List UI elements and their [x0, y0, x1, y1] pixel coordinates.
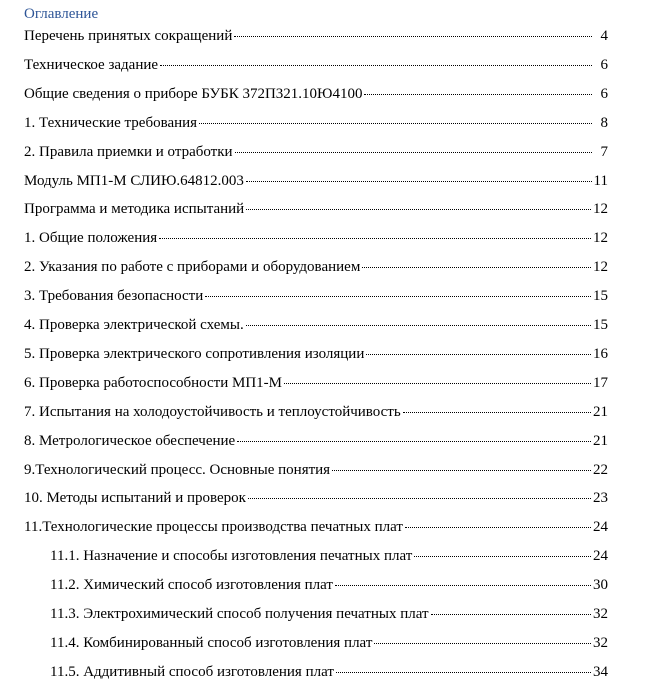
toc-dot-leader: [205, 295, 591, 297]
toc-entry-page: 15: [593, 317, 608, 333]
toc-entry-page: 15: [593, 288, 608, 305]
toc-dot-leader: [246, 180, 592, 182]
toc-entry[interactable]: [24, 459, 608, 481]
toc-subentry[interactable]: [50, 574, 608, 596]
toc-dot-leader: [199, 122, 592, 124]
toc-entry-title: 2. Указания по работе с приборами и оборудованием: [24, 259, 361, 276]
toc-dot-leader: [362, 266, 591, 268]
toc-entry[interactable]: [24, 285, 608, 307]
toc-dot-leader: [234, 35, 592, 37]
toc-dot-leader: [374, 642, 591, 644]
toc-dot-leader: [248, 497, 591, 499]
toc-entry-page: 7: [600, 143, 608, 160]
toc-entry-title: 1. Общие положения: [24, 230, 158, 247]
toc-dot-leader: [364, 93, 592, 95]
toc-entry[interactable]: [24, 401, 608, 423]
toc-dot-leader: [246, 324, 591, 326]
toc-entry-title: 1. Технические требования: [24, 114, 198, 131]
toc-entry-title: Модуль МП1-М СЛИЮ.64812.003: [24, 172, 244, 189]
toc-dot-leader: [237, 440, 591, 442]
toc-entry[interactable]: [24, 83, 608, 105]
toc-entry-title: 10. Методы испытаний и проверок: [24, 490, 246, 507]
toc-entry-title: 8. Метрологическое обеспечение: [24, 432, 236, 449]
toc-dot-leader: [159, 237, 591, 239]
toc-entry-page: 12: [593, 259, 608, 276]
toc-dot-leader: [335, 584, 591, 586]
toc-entry[interactable]: [24, 198, 608, 220]
toc-entry-page: 32: [593, 606, 608, 622]
toc-dot-leader: [431, 613, 591, 615]
toc-entry[interactable]: [24, 430, 608, 452]
toc-entry-page: 32: [593, 634, 608, 651]
toc-entry[interactable]: [24, 227, 608, 249]
toc-entry-title: 2. Правила приемки и отработки: [24, 143, 233, 160]
toc-subentry[interactable]: [50, 545, 608, 567]
toc-entry[interactable]: [24, 343, 608, 365]
toc-entry-page: 30: [593, 577, 608, 594]
toc-entry-page: 34: [593, 663, 608, 680]
toc-entry-page: 17: [593, 374, 608, 391]
toc-entry-title: 11.3. Электрохимический способ получения печатных плат: [50, 606, 429, 622]
toc-entry-title: Программа и методика испытаний: [24, 201, 245, 218]
toc-entry-page: 11: [593, 172, 608, 189]
toc-dot-leader: [414, 555, 591, 557]
toc-entry-title: Перечень принятых сокращений: [24, 28, 233, 44]
toc-entry-title: 11.Технологические процессы производства печатных плат: [24, 519, 403, 536]
toc-subentry[interactable]: [50, 661, 608, 683]
toc-entry-page: 21: [593, 432, 608, 449]
toc-entry-page: 21: [593, 403, 608, 420]
toc-entry-title: 5. Проверка электрического сопротивления изоляции: [24, 345, 365, 362]
toc-entry-page: 6: [600, 56, 608, 73]
toc-entry[interactable]: [24, 314, 608, 336]
toc-entry[interactable]: [24, 487, 608, 509]
toc-entry-title: Общие сведения о приборе БУБК 372П321.10Ю4100: [24, 85, 363, 102]
toc-entry-title: 11.4. Комбинированный способ изготовления плат: [50, 634, 373, 651]
toc-entry-title: 7. Испытания на холодоустойчивость и теплоустойчивость: [24, 403, 401, 420]
toc-dot-leader: [235, 151, 592, 153]
toc-dot-leader: [405, 526, 591, 528]
toc-dot-leader: [366, 353, 591, 355]
toc-entry[interactable]: [24, 256, 608, 278]
toc-dot-leader: [246, 208, 591, 210]
toc-entry-page: 12: [593, 201, 608, 218]
toc-entry-title: 11.5. Аддитивный способ изготовления плат: [50, 663, 334, 680]
toc-heading: Оглавление: [24, 6, 99, 22]
toc-entry-title: 4. Проверка электрической схемы.: [24, 317, 244, 333]
toc-entry[interactable]: [24, 516, 608, 538]
toc-entry-page: 8: [600, 114, 608, 131]
toc-entry-page: 6: [600, 85, 608, 102]
toc-subentry[interactable]: [50, 632, 608, 654]
toc-dot-leader: [336, 671, 591, 673]
toc-dot-leader: [284, 382, 591, 384]
toc-entry[interactable]: [24, 372, 608, 394]
toc-entry[interactable]: [24, 112, 608, 134]
toc-entry[interactable]: [24, 25, 608, 47]
toc-subentry[interactable]: [50, 603, 608, 625]
toc-entry[interactable]: [24, 141, 608, 163]
toc-entry-title: 9.Технологический процесс. Основные понятия: [24, 461, 331, 478]
toc-entry-title: 11.2. Химический способ изготовления плат: [50, 577, 333, 594]
toc-entry-page: 22: [593, 461, 608, 478]
toc-dot-leader: [403, 411, 591, 413]
toc-entry-title: 6. Проверка работоспособности МП1-М: [24, 374, 283, 391]
toc-entry-page: 4: [600, 28, 608, 44]
toc-entry-title: 11.1. Назначение и способы изготовления печатных плат: [50, 548, 413, 565]
toc-entry-page: 23: [593, 490, 608, 507]
toc-entry-page: 12: [593, 230, 608, 247]
toc-entry-page: 16: [593, 345, 608, 362]
toc-entry-title: 3. Требования безопасности: [24, 288, 204, 305]
toc-entry-title: Техническое задание: [24, 56, 159, 73]
toc-entry-page: 24: [593, 519, 608, 536]
toc-dot-leader: [160, 64, 592, 66]
toc-entry-page: 24: [593, 548, 608, 565]
toc-entry[interactable]: [24, 54, 608, 76]
toc-entry[interactable]: [24, 170, 608, 192]
toc-dot-leader: [332, 469, 591, 471]
